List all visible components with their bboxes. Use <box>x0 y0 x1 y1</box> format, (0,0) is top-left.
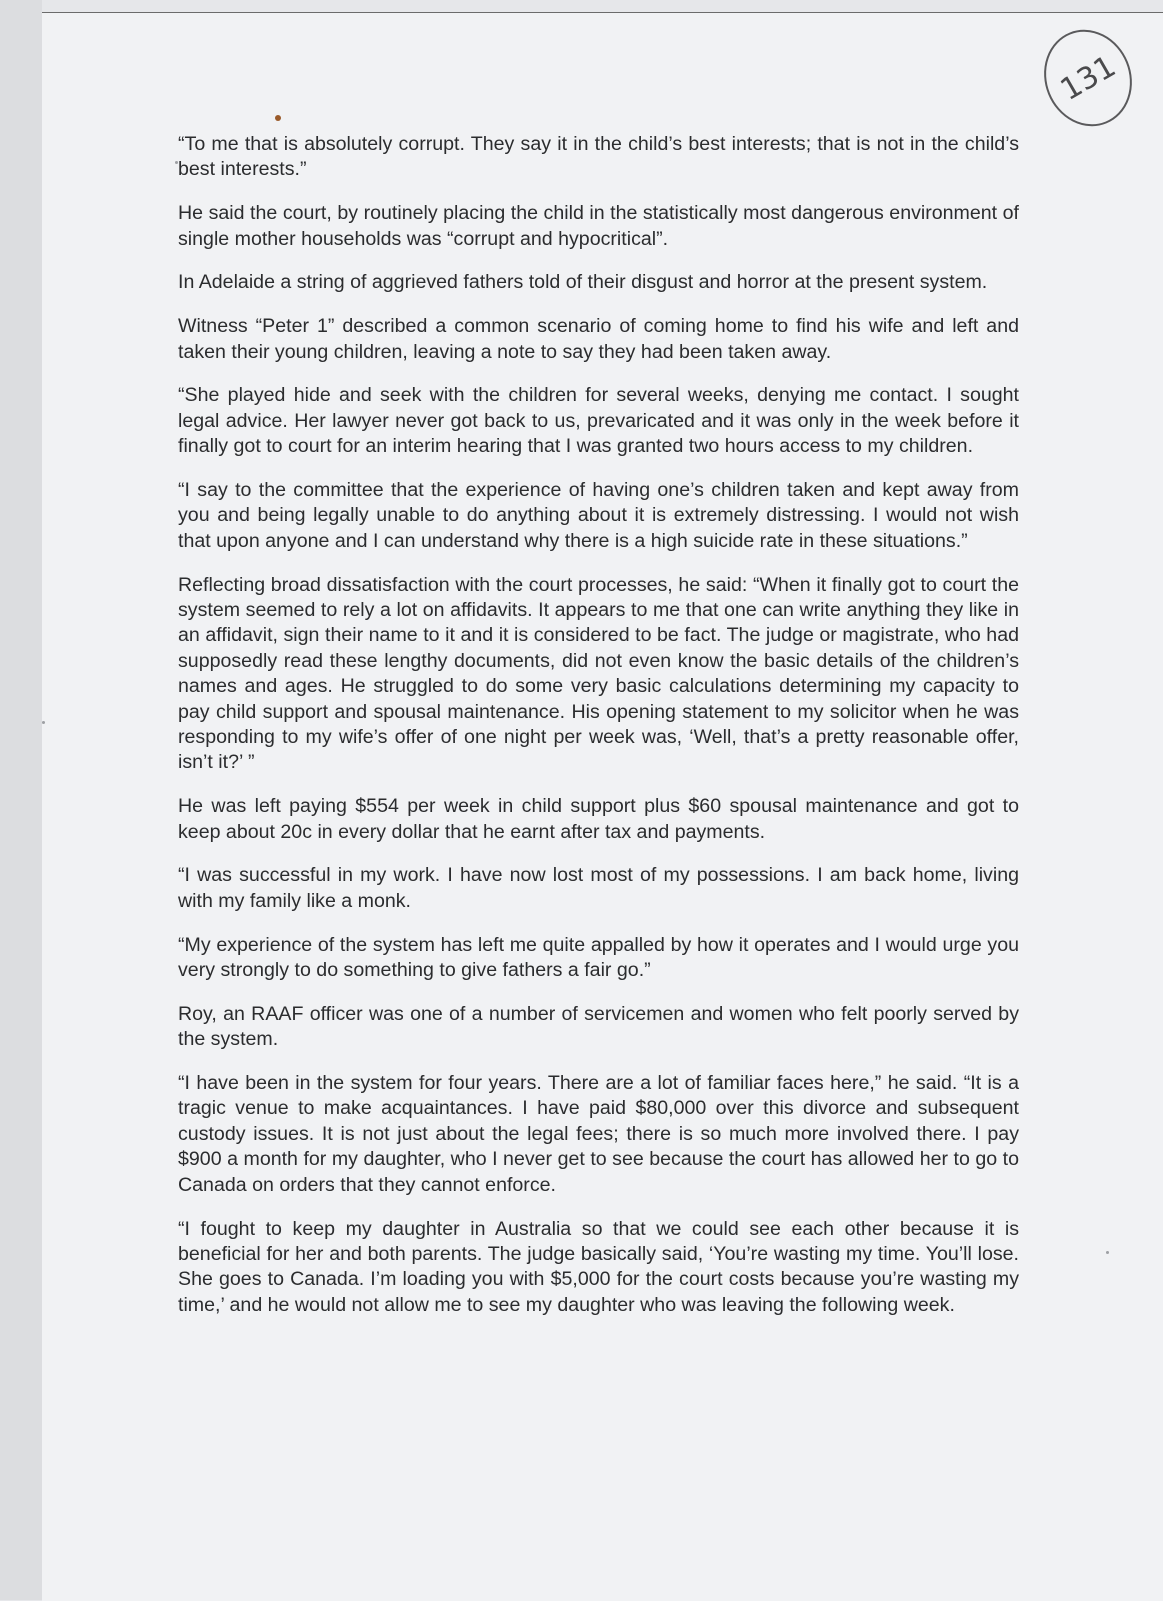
paragraph: “To me that is absolutely corrupt. They say it in the child’s best interests; that is not in the child’s best interests.” <box>178 133 1019 181</box>
paragraph: “I was successful in my work. I have now lost most of my possessions. I am back home, living with my family like a monk. <box>178 864 1019 912</box>
article-body <box>178 132 1019 1337</box>
paragraph: He was left paying $554 per week in child support plus $60 spousal maintenance and got to keep about 20c in every dollar that he earnt after tax and payments. <box>178 795 1019 843</box>
scan-left-margin <box>0 0 42 1600</box>
scan-speck <box>42 721 45 724</box>
scan-speck <box>1106 1251 1109 1254</box>
paragraph: “I fought to keep my daughter in Australia so that we could see each other because it is beneficial for her and both parents. The judge basically said, ‘You’re wasting my time. You’ll lose. She goes to Canada. I’m loading you with $5,000 for the court costs because you’re wasting my time,’ and he would not allow me to see my daughter who was leaving the following week. <box>178 1217 1019 1316</box>
bullet-mark <box>275 115 281 121</box>
page-number-text: 131 <box>1054 48 1122 108</box>
paragraph: He said the court, by routinely placing the child in the statistically most dangerous environment of single mother households was “corrupt and hypocritical”. <box>178 202 1019 250</box>
handwritten-page-number <box>1040 24 1134 132</box>
paragraph: “I have been in the system for four years. There are a lot of familiar faces here,” he said. “It is a tragic venue to make acquaintances. I have paid $80,000 over this divorce and subsequent custody issues. It is not just about the legal fees; there is so much more involved there. I pay $900 a month for my daughter, who I never get to see because the court has allowed her to go to Canada on orders that they cannot enforce. <box>178 1072 1019 1196</box>
paragraph: Witness “Peter 1” described a common scenario of coming home to find his wife and left and taken their young children, leaving a note to say they had been taken away. <box>178 315 1019 363</box>
paragraph: “I say to the committee that the experience of having one’s children taken and kept away from you and being legally unable to do anything about it is extremely distressing. I would not wish that upon anyone and I can understand why there is a high suicide rate in these situations.” <box>178 479 1019 552</box>
paragraph: In Adelaide a string of aggrieved fathers told of their disgust and horror at the present system. <box>178 271 988 294</box>
paragraph: Roy, an RAAF officer was one of a number of servicemen and women who felt poorly served by the system. <box>178 1002 1019 1051</box>
paragraph: Reflecting broad dissatisfaction with the court processes, he said: “When it finally got to court the system seemed to rely a lot on affidavits. It appears to me that one can write anything they like in an affidavit, sign their name to it and it is considered to be fact. The judge or magistrate, who had supposedly read these lengthy documents, did not even know the basic details of the children’s names and ages. He struggled to do some very basic calculations determining my capacity to pay child support and spousal maintenance. His opening statement to my solicitor when he was responding to my wife’s offer of one night per week was, ‘Well, that’s a pretty reasonable offer, isn’t it?’ ” <box>178 573 1019 774</box>
paragraph: “My experience of the system has left me quite appalled by how it operates and I would urge you very strongly to do something to give fathers a fair go.” <box>178 933 1019 982</box>
paragraph: “She played hide and seek with the children for several weeks, denying me contact. I sought legal advice. Her lawyer never got back to us, prevaricated and it was only in the week before it finally got to court for an interim hearing that I was granted two hours access to my children. <box>178 384 1019 458</box>
